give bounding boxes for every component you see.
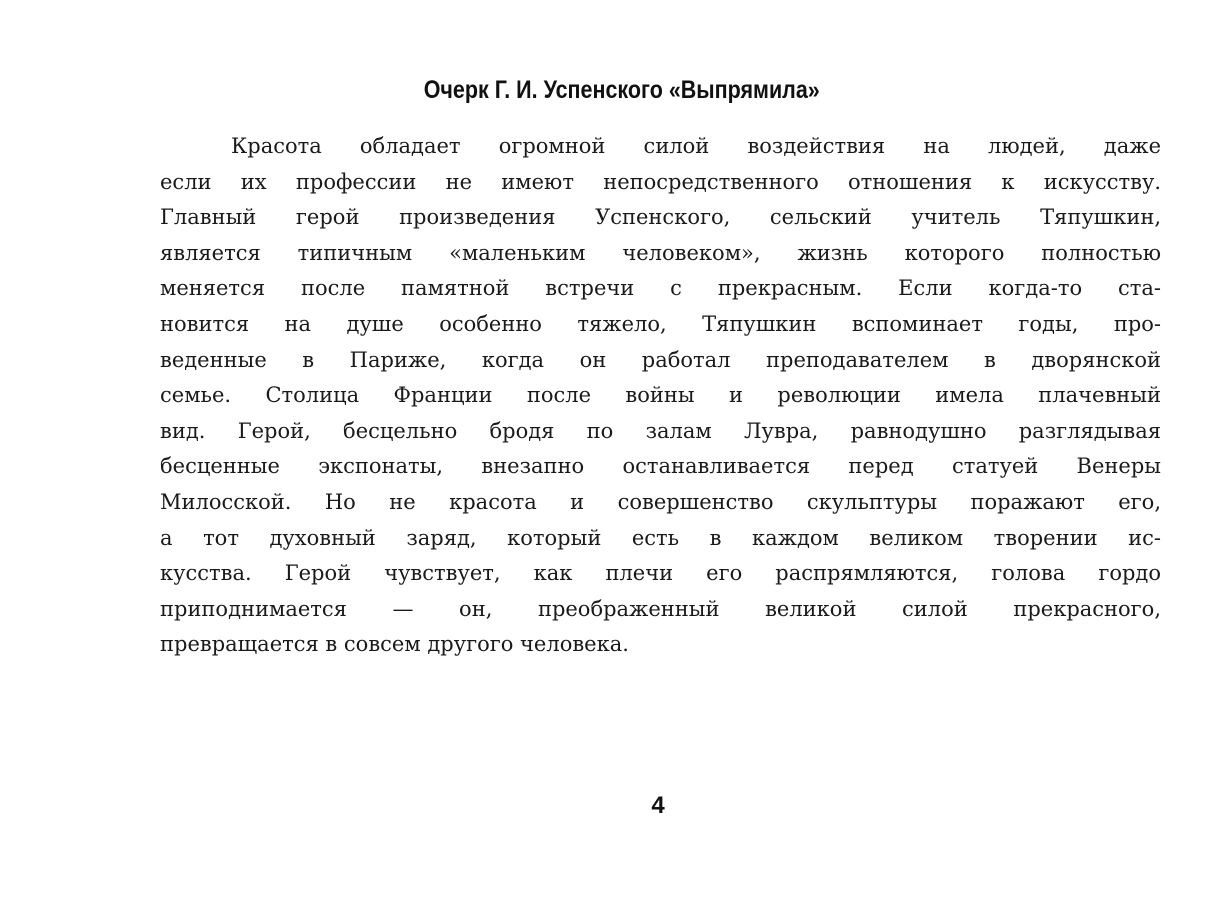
paragraph-line: бесценные экспонаты, внезапно останавливается перед статуей Венеры	[160, 454, 1161, 479]
paragraph-line: приподнимается — он, преображенный великой силой прекрасного,	[160, 596, 1161, 621]
paragraph-line: Красота обладает огромной силой воздействия на людей, даже	[231, 134, 1161, 158]
paragraph-line: меняется после памятной встречи с прекрасным. Если когда-то ста-	[160, 276, 1161, 301]
paragraph-line: новится на душе особенно тяжело, Тяпушкин вспоминает годы, про-	[160, 311, 1161, 336]
paragraph-line: семье. Столица Франции после войны и революции имела плачевный	[160, 383, 1161, 408]
paragraph-line: Милосской. Но не красота и совершенство скульптуры поражают его,	[160, 489, 1161, 514]
paragraph-line: веденные в Париже, когда он работал преподавателем в дворянской	[160, 347, 1161, 372]
paragraph-line: вид. Герой, бесцельно бродя по залам Лувра, равнодушно разглядывая	[160, 418, 1161, 443]
paragraph-line: кусства. Герой чувствует, как плечи его распрямляются, голова гордо	[160, 561, 1161, 586]
page-title: Очерк Г. И. Успенского «Выпрямила»	[423, 76, 820, 104]
paragraph-line: а тот духовный заряд, который есть в каждом великом творении ис-	[160, 525, 1161, 550]
paragraph-line: если их профессии не имеют непосредственного отношения к искусству.	[160, 169, 1161, 194]
paragraph-line: Главный герой произведения Успенского, сельский учитель Тяпушкин,	[160, 205, 1161, 230]
body-paragraph	[160, 129, 1161, 663]
page-number: 4	[651, 792, 665, 819]
paragraph-line: превращается в совсем другого человека.	[160, 632, 629, 657]
paragraph-line: является типичным «маленьким человеком», жизнь которого полностью	[160, 240, 1161, 265]
